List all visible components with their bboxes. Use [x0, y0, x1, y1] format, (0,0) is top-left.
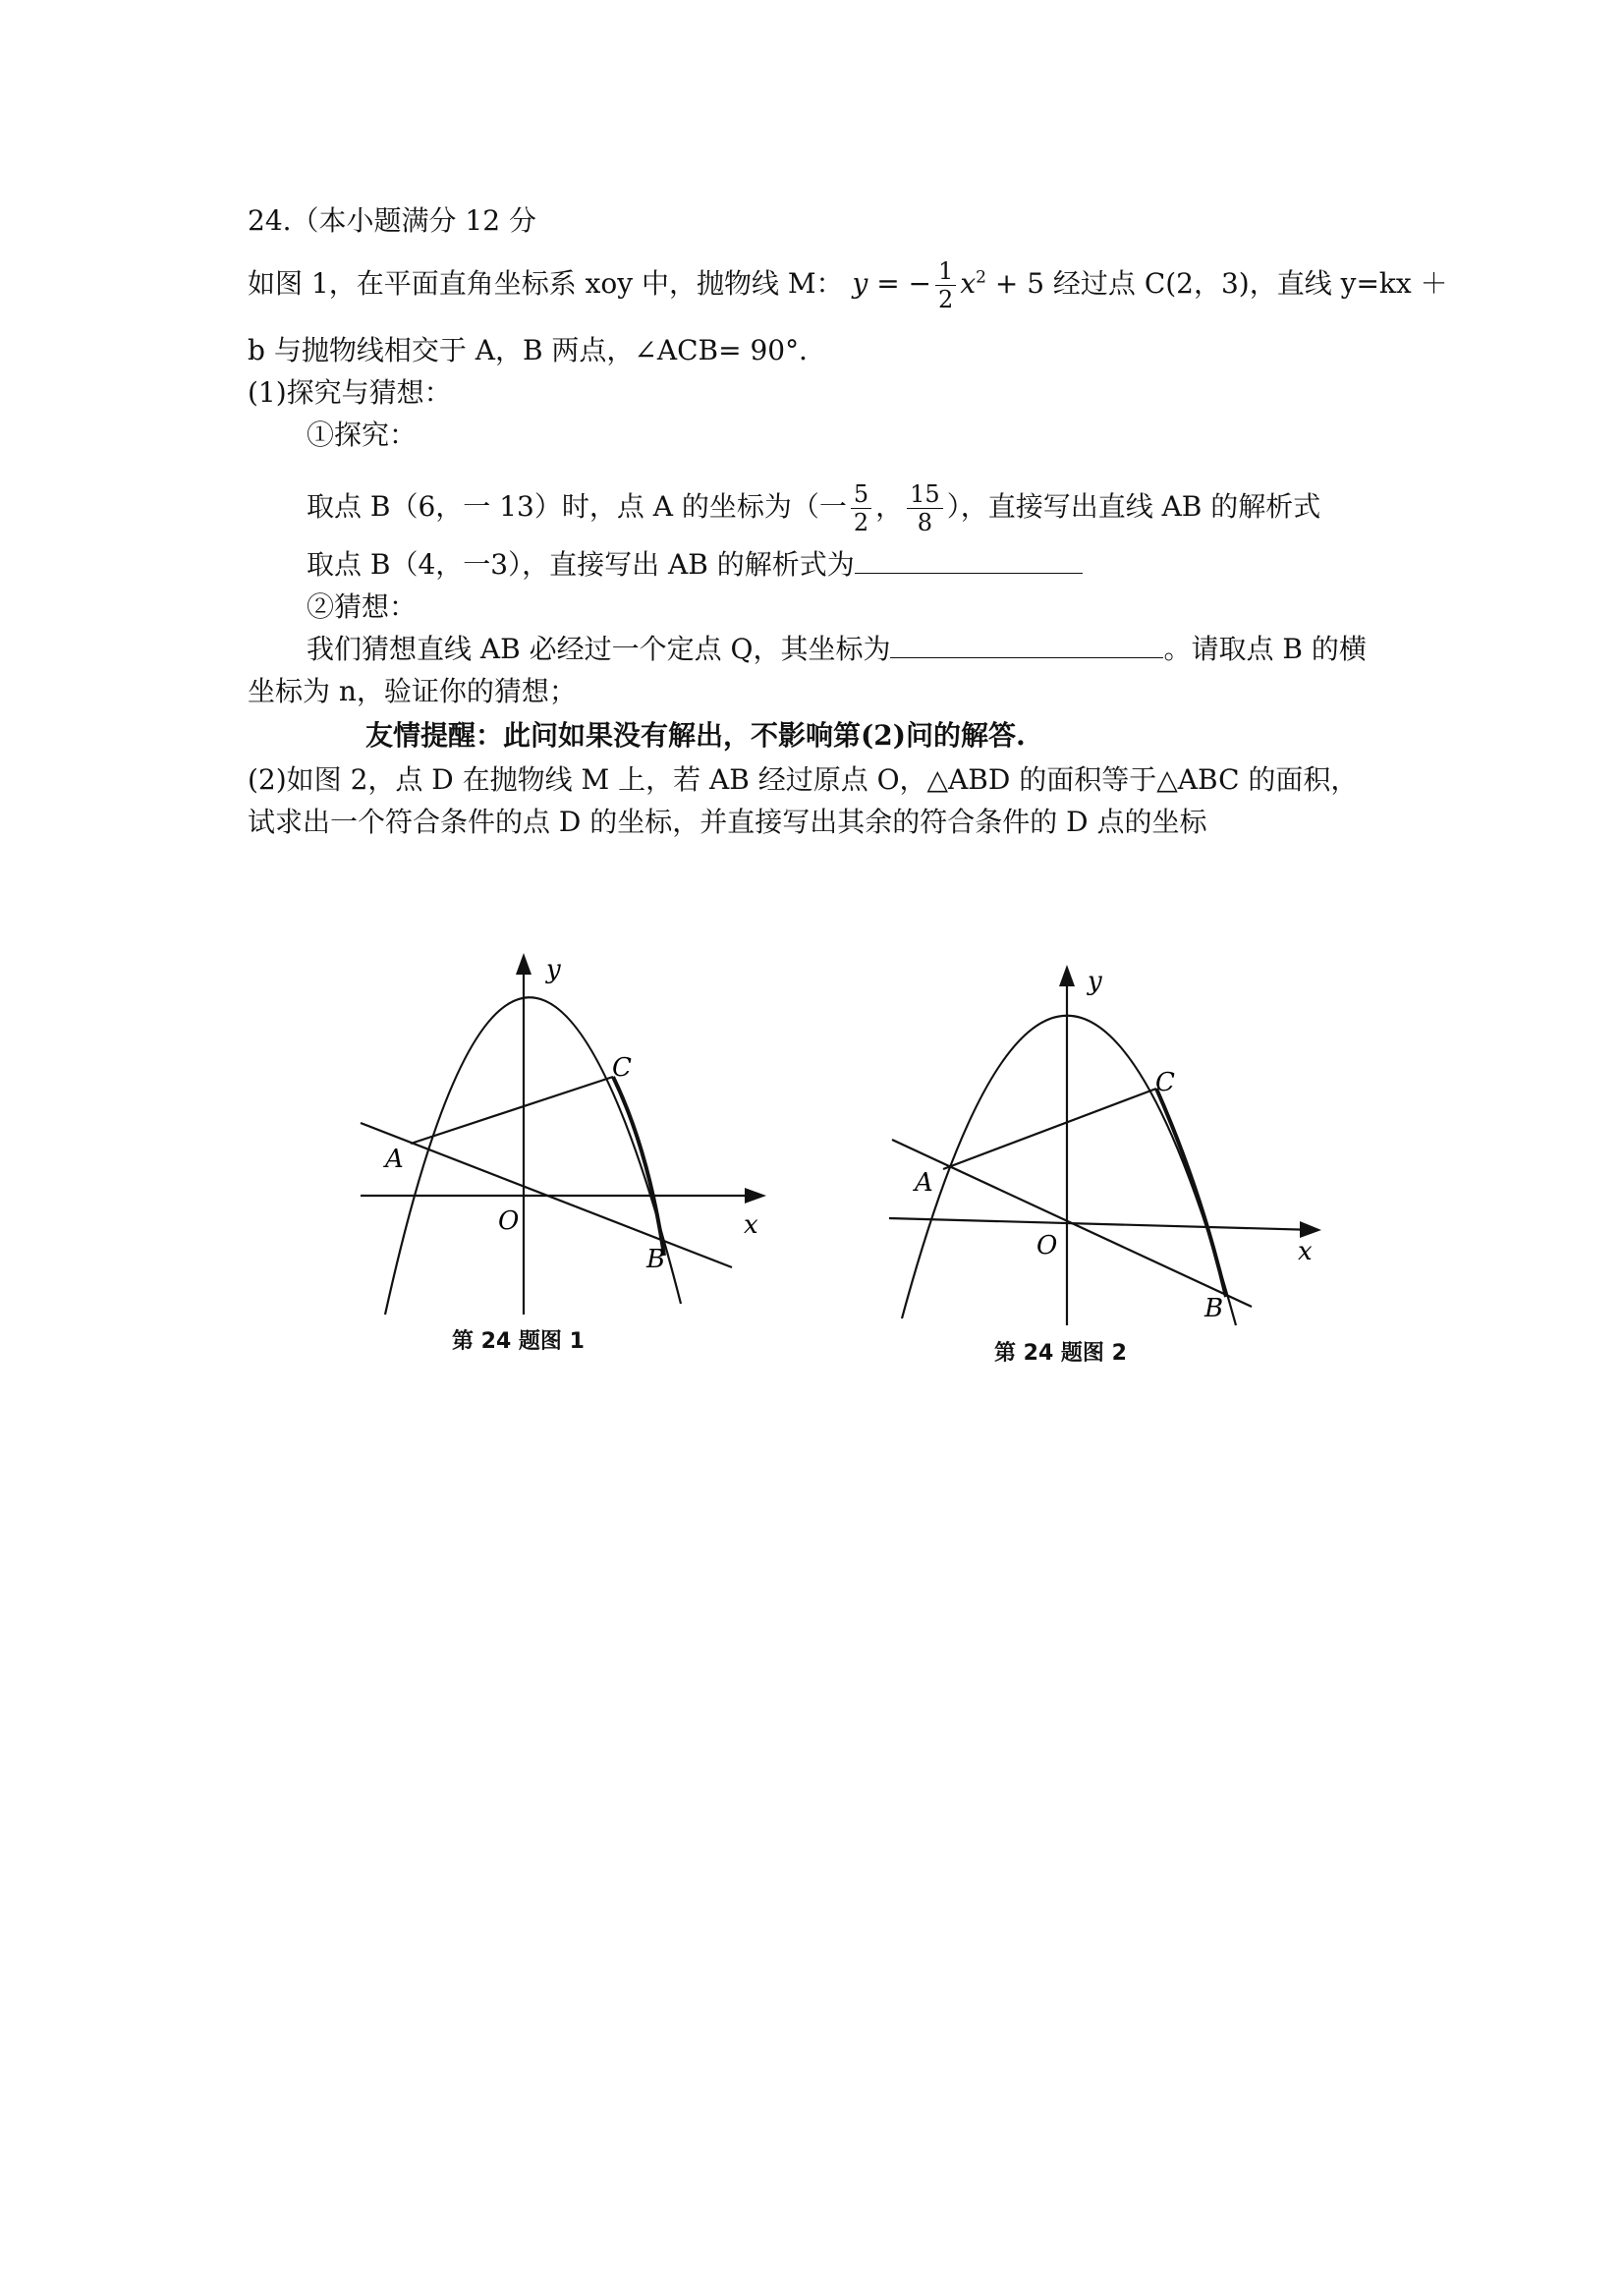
figure-2-caption: 第 24 题图 2: [994, 1341, 1127, 1366]
fig1-line-cb: [613, 1077, 664, 1256]
part1-heading: (1)探究与猜想：: [248, 376, 452, 409]
fig1-x-arrow-icon: [745, 1188, 766, 1204]
answer-blank-2[interactable]: [890, 632, 1163, 658]
answer-blank-1[interactable]: [855, 547, 1083, 574]
fig2-line-cb: [1156, 1089, 1226, 1297]
eq-fraction: [935, 257, 956, 313]
fig2-label-c: C: [1155, 1068, 1175, 1097]
hint: 友情提醒：此问如果没有解出，不影响第(2)问的解答.: [365, 719, 1026, 752]
fig2-label-y: y: [1088, 967, 1102, 996]
b1-fraction-2: [907, 480, 943, 536]
eq-x: x: [960, 267, 977, 300]
b1-comma: ，: [875, 490, 904, 523]
fig2-label-a: A: [915, 1168, 933, 1198]
figure-2: [874, 953, 1326, 1346]
eq-y: y: [852, 267, 868, 300]
fig2-parabola: [902, 1016, 1236, 1325]
fig1-label-y: y: [546, 955, 561, 984]
fig1-label-c: C: [612, 1053, 632, 1083]
b1-f1-denominator: 2: [853, 509, 869, 536]
part2-line-2: 试求出一个符合条件的点 D 的坐标，并直接写出其余的符合条件的 D 点的坐标: [248, 806, 1207, 838]
intro-text-b: 经过点 C(2，3)，直线 y=kx ＋: [1052, 267, 1448, 300]
intro-line-2: b 与抛物线相交于 A，B 两点，∠ACB= 90°．: [248, 334, 827, 366]
fig2-label-x: x: [1298, 1237, 1313, 1266]
part2-line-1: (2)如图 2，点 D 在抛物线 M 上，若 AB 经过原点 O，△ABD 的面积等于△ABC 的面积，: [248, 763, 1359, 796]
figure-1-caption: 第 24 题图 1: [452, 1329, 585, 1354]
fig2-line-ab: [892, 1140, 1252, 1307]
fig2-line-ac: [943, 1089, 1156, 1169]
b1-f1-numerator: 5: [851, 480, 871, 509]
eq-denominator: 2: [938, 286, 954, 313]
fig1-label-o: O: [498, 1206, 520, 1236]
b1-text-b: ），直接写出直线 AB 的解析式: [946, 490, 1321, 523]
intro-line-1: [248, 257, 1448, 313]
explore-heading: ①探究：: [307, 419, 418, 451]
guess-text-a: 我们猜想直线 AB 必经过一个定点 Q，其坐标为: [307, 633, 891, 665]
b1-fraction-1: [851, 480, 871, 536]
eq-numerator: 1: [935, 257, 956, 286]
guess-text-b: 。请取点 B 的横: [1163, 633, 1367, 665]
fig2-x-arrow-icon: [1300, 1221, 1321, 1238]
explore-line-1: [307, 480, 1320, 536]
fig2-label-b: B: [1204, 1294, 1224, 1323]
fig2-label-o: O: [1036, 1231, 1058, 1260]
fig1-label-x: x: [744, 1210, 758, 1240]
fig1-label-a: A: [385, 1145, 404, 1174]
eq-power: 2: [976, 267, 986, 288]
b1-f2-numerator: 15: [907, 480, 943, 509]
fig1-line-ac: [411, 1077, 613, 1144]
b2-text: 取点 B（4，一3），直接写出 AB 的解析式为: [307, 548, 855, 581]
eq-tail: + 5: [985, 267, 1045, 300]
eq-equals: = −: [867, 267, 932, 300]
b1-f2-denominator: 8: [917, 509, 933, 536]
fig1-y-arrow-icon: [516, 953, 532, 975]
fig1-parabola: [385, 997, 681, 1315]
explore-line-2: [307, 547, 1083, 583]
figure-1: [354, 943, 766, 1336]
guess-line-1: [307, 632, 1367, 667]
guess-line-2: 坐标为 n，验证你的猜想；: [248, 675, 577, 707]
fig2-x-axis: [889, 1218, 1316, 1230]
b1-text-a: 取点 B（6，一 13）时，点 A 的坐标为（一: [307, 490, 847, 523]
guess-heading: ②猜想：: [307, 590, 418, 623]
fig1-label-b: B: [646, 1245, 666, 1274]
intro-text-a: 如图 1，在平面直角坐标系 xoy 中，抛物线 M：: [248, 267, 844, 300]
problem-header: 24.（本小题满分 12 分: [248, 204, 536, 237]
fig2-y-arrow-icon: [1059, 965, 1075, 986]
